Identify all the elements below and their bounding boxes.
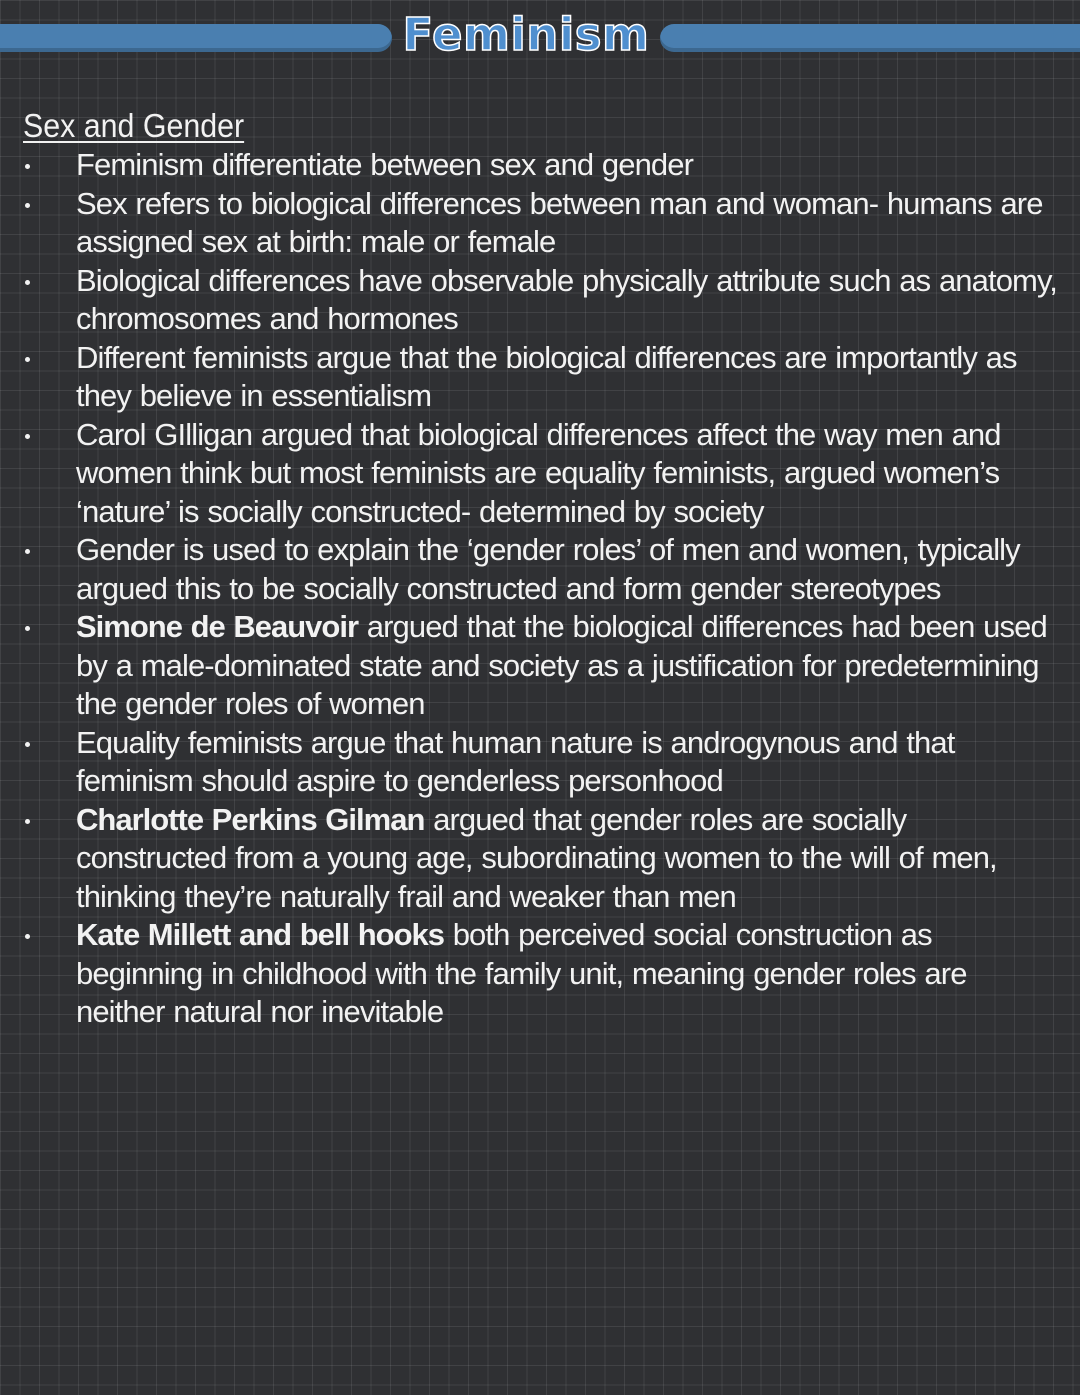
list-item — [23, 531, 1063, 608]
list-item — [23, 801, 1063, 917]
point-text: argued that the biological differences had been used by a male-dominated state and society as a justification for predetermining the gender roles of women — [76, 609, 1047, 721]
list-item — [23, 416, 1063, 532]
person-name: Kate Millett and bell hooks — [76, 917, 444, 952]
point-text: both perceived social construction as beginning in childhood with the family unit, meaning gender roles are neither natural nor inevitable — [76, 917, 967, 1029]
list-item — [23, 185, 1063, 262]
bullet-icon — [25, 434, 30, 439]
list-item — [23, 608, 1063, 724]
point-text: Different feminists argue that the biological differences are importantly as they believe in essentialism — [76, 339, 1017, 413]
section-heading: Sex and Gender — [23, 107, 245, 144]
bullet-icon — [25, 164, 30, 169]
page-title: Feminism — [402, 8, 650, 61]
point-text: Sex refers to biological differences between man and woman- humans are assigned sex at birth: male or female — [76, 185, 1043, 259]
bullet-icon — [25, 742, 30, 747]
point-text: argued that gender roles are socially constructed from a young age, subordinating women to the will of men, thinking they’re naturally frail and weaker than men — [76, 801, 997, 914]
notes-content — [23, 106, 1063, 1032]
list-item — [23, 916, 1063, 1032]
bullet-icon — [25, 934, 30, 939]
point-text: Gender is used to explain the ‘gender roles’ of men and women, typically argued this to be socially constructed and form gender stereotypes — [76, 532, 1020, 606]
bullet-icon — [25, 357, 30, 362]
point-text: Biological differences have observable physically attribute such as anatomy, chromosomes and hormones — [76, 262, 1057, 336]
title-banner — [0, 0, 1080, 70]
bullet-icon — [25, 203, 30, 208]
point-text: Carol GIlligan argued that biological differences affect the way men and women think but most feminists are equality feminists, argued women’s ‘nature’ is socially constructed- determined by society — [76, 416, 1001, 529]
person-name: Simone de Beauvoir — [76, 609, 359, 644]
list-item — [23, 724, 1063, 801]
list-item — [23, 146, 1063, 185]
list-item — [23, 262, 1063, 339]
bullet-icon — [25, 280, 30, 285]
bullet-icon — [25, 549, 30, 554]
banner-bar-right — [660, 24, 1080, 52]
person-name: Charlotte Perkins Gilman — [76, 801, 425, 837]
banner-bar-left — [0, 24, 392, 52]
bullet-icon — [25, 626, 30, 631]
point-text: Feminism differentiate between sex and gender — [76, 147, 694, 182]
point-text: Equality feminists argue that human nature is androgynous and that feminism should aspire to genderless personhood — [76, 724, 955, 798]
bullet-list — [23, 146, 1063, 1032]
bullet-icon — [25, 819, 30, 824]
list-item — [23, 339, 1063, 416]
